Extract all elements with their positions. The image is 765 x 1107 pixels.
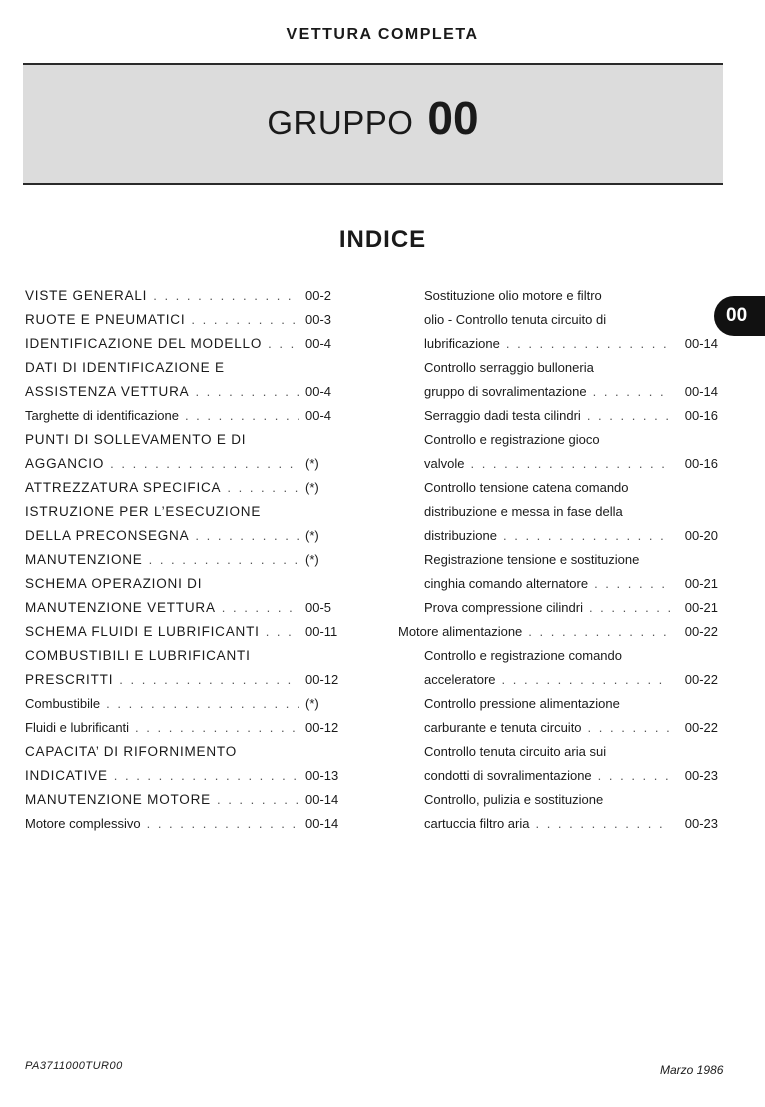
index-entry-text: acceleratore [424, 672, 496, 687]
index-entry [398, 716, 718, 740]
index-entry-page: 00-22 [684, 624, 718, 639]
index-entry [398, 428, 718, 452]
index-entry-page: 00-12 [305, 672, 339, 687]
index-entry-text: ATTREZZATURA SPECIFICA [25, 480, 222, 495]
index-entry [25, 404, 345, 428]
index-entry-page: (*) [305, 528, 319, 543]
index-entry-page: 00-16 [684, 408, 718, 423]
dot-leader [528, 620, 670, 644]
index-entry-text: PRESCRITTI [25, 672, 114, 687]
index-entry-page: 00-2 [305, 288, 332, 303]
index-entry-text: condotti di sovralimentazione [424, 768, 592, 783]
dot-leader [535, 812, 670, 836]
index-entry-text: distribuzione [424, 528, 497, 543]
index-entry [25, 500, 345, 524]
index-left-column [25, 284, 345, 836]
index-entry [398, 356, 718, 380]
dot-leader [268, 332, 299, 356]
index-entry-page: 00-3 [305, 312, 332, 327]
index-entry-text: Registrazione tensione e sostituzione [424, 552, 640, 567]
dot-leader [227, 476, 299, 500]
dot-leader [191, 308, 299, 332]
index-entry-text: Controllo e registrazione gioco [424, 432, 600, 447]
index-entry-page: 00-14 [305, 816, 339, 831]
index-entry [398, 476, 718, 500]
index-entry-page: 00-14 [684, 336, 718, 351]
dot-leader [222, 596, 299, 620]
index-entry-text: VISTE GENERALI [25, 288, 148, 303]
index-entry-text: MANUTENZIONE MOTORE [25, 792, 211, 807]
index-entry-text: RUOTE E PNEUMATICI [25, 312, 186, 327]
index-entry-text: ASSISTENZA VETTURA [25, 384, 190, 399]
index-entry-text: MANUTENZIONE [25, 552, 143, 567]
index-entry-text: carburante e tenuta circuito [424, 720, 582, 735]
index-entry-page: 00-12 [305, 720, 339, 735]
dot-leader [506, 332, 670, 356]
index-entry [25, 764, 345, 788]
index-entry-text: Controllo tenuta circuito aria sui [424, 744, 607, 759]
index-entry-text: IDENTIFICAZIONE DEL MODELLO [25, 336, 263, 351]
index-entry-page: (*) [305, 456, 319, 471]
index-entry-text: distribuzione e messa in fase della [424, 504, 623, 519]
index-right-column [398, 284, 718, 836]
index-entry-text: DELLA PRECONSEGNA [25, 528, 190, 543]
dot-leader [119, 668, 299, 692]
section-tab: 00 [714, 296, 765, 336]
index-entry-text: PUNTI DI SOLLEVAMENTO E DI [25, 432, 247, 447]
index-entry-page: 00-11 [305, 624, 338, 639]
dot-leader [110, 452, 299, 476]
index-entry [398, 404, 718, 428]
index-entry-text: Sostituzione olio motore e filtro [424, 288, 602, 303]
index-entry-text: MANUTENZIONE VETTURA [25, 600, 216, 615]
index-entry-text: Motore complessivo [25, 816, 141, 831]
group-number: 00 [427, 92, 479, 144]
index-entry [398, 308, 718, 332]
index-entry [25, 692, 345, 716]
index-entry [25, 356, 345, 380]
index-entry [25, 380, 345, 404]
dot-leader [106, 692, 299, 716]
index-entry-text: Fluidi e lubrificanti [25, 720, 130, 735]
index-entry [398, 788, 718, 812]
group-word: GRUPPO [267, 104, 414, 141]
index-entry [398, 668, 718, 692]
index-entry-text: AGGANCIO [25, 456, 105, 471]
dot-leader [149, 548, 299, 572]
index-entry-page: 00-21 [684, 576, 718, 591]
document-code: PA3711000TUR00 [25, 1060, 123, 1072]
index-entry [398, 572, 718, 596]
dot-leader [593, 380, 670, 404]
index-entry [25, 332, 345, 356]
dot-leader [114, 764, 299, 788]
dot-leader [153, 284, 299, 308]
index-entry-page: 00-14 [684, 384, 718, 399]
index-entry-page: (*) [305, 480, 319, 495]
index-entry-page: 00-4 [305, 408, 332, 423]
document-date: Marzo 1986 [660, 1063, 724, 1077]
dot-leader [217, 788, 299, 812]
index-entry [398, 692, 718, 716]
index-entry [398, 380, 718, 404]
index-entry [25, 428, 345, 452]
dot-leader [185, 404, 299, 428]
index-entry-text: INDICATIVE [25, 768, 108, 783]
index-entry [25, 572, 345, 596]
index-entry [398, 524, 718, 548]
index-entry-text: Controllo e registrazione comando [424, 648, 622, 663]
index-entry [25, 476, 345, 500]
index-entry [25, 644, 345, 668]
index-entry-page: 00-23 [684, 816, 718, 831]
index-entry [25, 740, 345, 764]
index-entry [398, 452, 718, 476]
index-entry [25, 668, 345, 692]
index-entry [398, 764, 718, 788]
index-entry-text: Motore alimentazione [398, 624, 523, 639]
index-entry-text: SCHEMA OPERAZIONI DI [25, 576, 203, 591]
index-entry-page: 00-4 [305, 336, 332, 351]
index-entry-page: 00-13 [305, 768, 339, 783]
index-entry-text: olio - Controllo tenuta circuito di [424, 312, 607, 327]
index-entry [25, 596, 345, 620]
index-entry [25, 524, 345, 548]
index-entry-text: Controllo tensione catena comando [424, 480, 629, 495]
index-entry-page: 00-22 [684, 720, 718, 735]
index-entry [25, 308, 345, 332]
index-entry-page: 00-5 [305, 600, 332, 615]
index-entry [398, 812, 718, 836]
index-entry-text: ISTRUZIONE PER L’ESECUZIONE [25, 504, 262, 519]
index-entry-page: 00-14 [305, 792, 339, 807]
index-entry-text: CAPACITA’ DI RIFORNIMENTO [25, 744, 238, 759]
index-entry-text: cinghia comando alternatore [424, 576, 589, 591]
dot-leader [587, 404, 670, 428]
index-entry-page: 00-23 [684, 768, 718, 783]
index-entry [25, 284, 345, 308]
index-entry [398, 500, 718, 524]
index-title: INDICE [338, 226, 427, 253]
index-entry [398, 548, 718, 572]
index-entry [25, 812, 345, 836]
index-entry [398, 620, 718, 644]
index-entry [25, 788, 345, 812]
index-entry [25, 716, 345, 740]
index-entry-text: Combustibile [25, 696, 101, 711]
index-entry-text: SCHEMA FLUIDI E LUBRIFICANTI [25, 624, 260, 639]
index-entry-text: cartuccia filtro aria [424, 816, 530, 831]
index-entry [398, 284, 718, 308]
dot-leader [195, 380, 299, 404]
dot-leader [135, 716, 299, 740]
index-entry-text: Prova compressione cilindri [424, 600, 583, 615]
index-entry-text: lubrificazione [424, 336, 500, 351]
index-entry-text: Controllo, pulizia e sostituzione [424, 792, 604, 807]
index-entry [25, 548, 345, 572]
dot-leader [147, 812, 299, 836]
index-entry-page: 00-16 [684, 456, 718, 471]
dot-leader [195, 524, 299, 548]
dot-leader [598, 764, 670, 788]
dot-leader [502, 668, 670, 692]
dot-leader [594, 572, 670, 596]
index-entry-page: 00-21 [684, 600, 718, 615]
index-entry-page: (*) [305, 696, 319, 711]
index-entry-page: (*) [305, 552, 319, 567]
group-banner [23, 63, 723, 185]
index-entry [398, 332, 718, 356]
index-entry-page: 00-20 [684, 528, 718, 543]
index-entry [25, 620, 345, 644]
dot-leader [266, 620, 299, 644]
index-entry [398, 596, 718, 620]
index-entry-page: 00-22 [684, 672, 718, 687]
dot-leader [588, 716, 670, 740]
index-entry [398, 644, 718, 668]
index-entry-text: gruppo di sovralimentazione [424, 384, 587, 399]
index-entry-text: valvole [424, 456, 465, 471]
index-entry-text: DATI DI IDENTIFICAZIONE E [25, 360, 225, 375]
index-entry-text: Targhette di identificazione [25, 408, 179, 423]
index-entry-text: Controllo pressione alimentazione [424, 696, 620, 711]
index-entry [398, 740, 718, 764]
dot-leader [470, 452, 670, 476]
index-entry-page: 00-4 [305, 384, 332, 399]
index-entry-text: Serraggio dadi testa cilindri [424, 408, 581, 423]
index-entry-text: Controllo serraggio bulloneria [424, 360, 594, 375]
page-header-title: VETTURA COMPLETA [286, 26, 479, 43]
index-entry-text: COMBUSTIBILI E LUBRIFICANTI [25, 648, 251, 663]
index-entry [25, 452, 345, 476]
dot-leader [589, 596, 670, 620]
dot-leader [503, 524, 670, 548]
